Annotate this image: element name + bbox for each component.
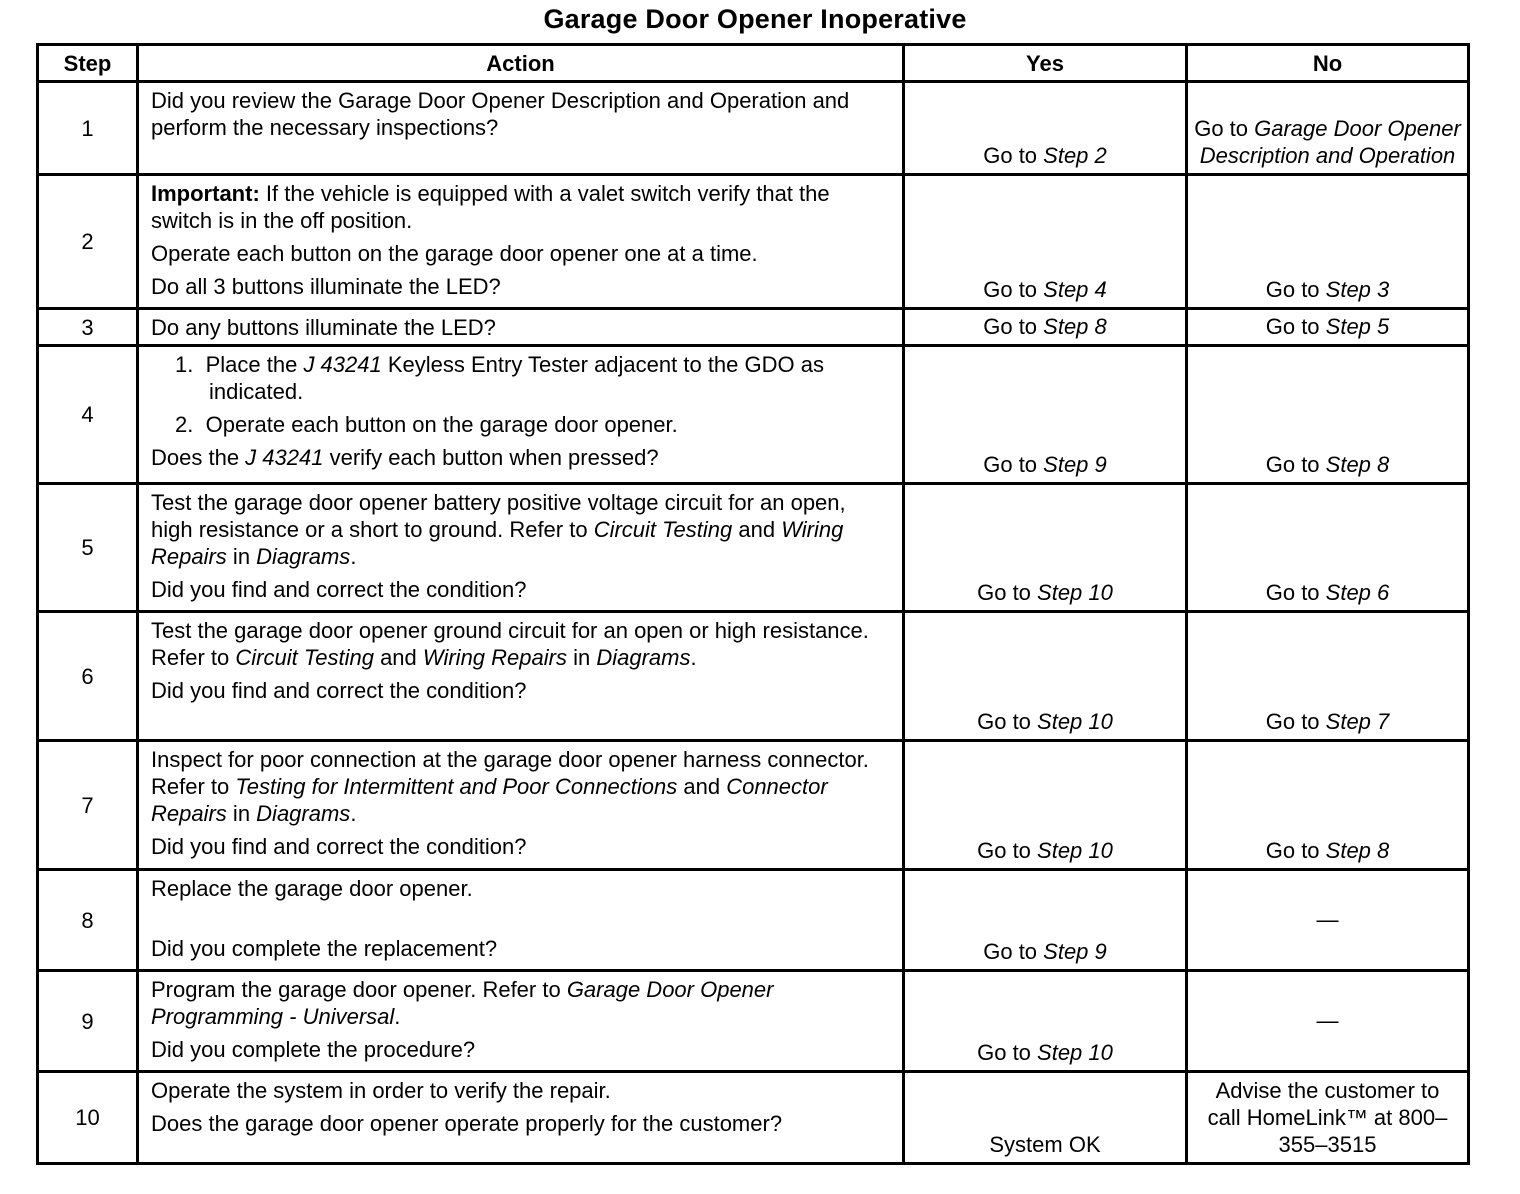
section-reference: Circuit Testing: [235, 645, 374, 670]
action-cell: [138, 346, 904, 484]
no-cell: Go to Step 6: [1187, 484, 1469, 612]
yes-cell: System OK: [904, 1072, 1187, 1164]
section-reference: Garage Door Opener Description and Operation: [1199, 116, 1461, 168]
step-number: 7: [38, 741, 138, 870]
column-header-yes: Yes: [904, 45, 1187, 82]
action-text: Test the garage door opener battery positive voltage circuit for an open, high resistance or a short to ground. Refer to Circuit Testing and Wiring Repairs in Diagrams.: [151, 490, 846, 569]
step-reference: Step 8: [1325, 452, 1390, 477]
table-row: [38, 484, 1469, 612]
step-reference: Step 5: [1325, 314, 1390, 339]
action-cell: [138, 1072, 904, 1164]
diagnostic-table: [36, 43, 1470, 1165]
step-number: 9: [38, 971, 138, 1072]
section-reference: Circuit Testing: [593, 517, 733, 542]
step-reference: Step 9: [1043, 452, 1107, 477]
action-text: Did you review the Garage Door Opener Description and Operation and perform the necessary inspections?: [151, 88, 850, 140]
step-reference: Step 10: [1037, 1040, 1113, 1065]
table-row: [38, 870, 1469, 971]
no-cell: Go to Step 8: [1187, 741, 1469, 870]
table-row: [38, 82, 1469, 175]
section-reference: Diagrams: [256, 544, 351, 569]
action-question: Did you find and correct the condition?: [151, 678, 527, 703]
column-header-no: No: [1187, 45, 1469, 82]
step-number: 4: [38, 346, 138, 484]
action-question: Do any buttons illuminate the LED?: [151, 314, 496, 340]
step-reference: Step 3: [1325, 277, 1390, 302]
numbered-list-item: 1. Place the J 43241 Keyless Entry Tester adjacent to the GDO as indicated.: [175, 352, 824, 404]
step-number: 10: [38, 1072, 138, 1164]
no-cell: Go to Step 5: [1187, 309, 1469, 346]
column-header-action: Action: [138, 45, 904, 82]
step-number: 5: [38, 484, 138, 612]
step-number: 3: [38, 309, 138, 346]
no-cell: Go to Step 7: [1187, 612, 1469, 741]
action-cell: [138, 870, 904, 971]
action-question: Does the J 43241 verify each button when pressed?: [151, 445, 659, 470]
document-title: Garage Door Opener Inoperative: [543, 4, 967, 34]
yes-cell: Go to Step 8: [904, 309, 1187, 346]
step-reference: Step 10: [1037, 709, 1113, 734]
step-number: 2: [38, 175, 138, 309]
no-cell: Advise the customer to call HomeLink™ at 800–355–3515: [1187, 1072, 1469, 1164]
column-header-step: Step: [38, 45, 138, 82]
no-cell: —: [1187, 870, 1469, 971]
table-header-row: [38, 45, 1469, 82]
action-question: Did you find and correct the condition?: [151, 834, 527, 859]
table-row: [38, 971, 1469, 1072]
action-text: Operate each button on the garage door opener one at a time.: [151, 241, 758, 266]
no-cell: —: [1187, 971, 1469, 1072]
table-row: [38, 346, 1469, 484]
yes-cell: Go to Step 2: [904, 82, 1187, 175]
step-reference: Step 10: [1037, 580, 1113, 605]
yes-cell: Go to Step 10: [904, 741, 1187, 870]
action-cell: [138, 741, 904, 870]
yes-cell: Go to Step 9: [904, 870, 1187, 971]
section-reference: Wiring Repairs: [422, 645, 567, 670]
action-text: Test the garage door opener ground circuit for an open or high resistance. Refer to Circuit Testing and Wiring Repairs in Diagrams.: [151, 618, 869, 670]
section-reference: Garage Door Opener Programming - Universal: [151, 977, 774, 1029]
yes-cell: Go to Step 10: [904, 484, 1187, 612]
action-question: Does the garage door opener operate properly for the customer?: [151, 1111, 783, 1136]
step-reference: Step 8: [1043, 314, 1107, 339]
action-cell: [138, 175, 904, 309]
step-reference: Step 2: [1043, 143, 1107, 168]
yes-cell: Go to Step 9: [904, 346, 1187, 484]
tool-reference: J 43241: [303, 352, 382, 377]
step-reference: Step 10: [1037, 838, 1113, 863]
step-reference: Step 9: [1043, 939, 1107, 964]
table-row: [38, 612, 1469, 741]
no-cell: Go to Garage Door Opener Description and Operation: [1187, 82, 1469, 175]
action-cell: [138, 82, 904, 175]
numbered-list-item: 2. Operate each button on the garage door opener.: [175, 412, 678, 437]
action-text: Program the garage door opener. Refer to Garage Door Opener Programming - Universal.: [151, 977, 774, 1029]
action-cell: [138, 484, 904, 612]
step-reference: Step 8: [1325, 838, 1390, 863]
action-text: Replace the garage door opener.: [151, 876, 473, 901]
section-reference: Diagrams: [256, 801, 351, 826]
action-question: Do all 3 buttons illuminate the LED?: [151, 274, 501, 299]
step-number: 1: [38, 82, 138, 175]
action-question: Did you complete the replacement?: [151, 936, 498, 961]
action-cell: [138, 612, 904, 741]
step-reference: Step 7: [1325, 709, 1390, 734]
step-number: 6: [38, 612, 138, 741]
section-reference: Diagrams: [596, 645, 691, 670]
no-cell: Go to Step 8: [1187, 346, 1469, 484]
action-text: Inspect for poor connection at the garage door opener harness connector. Refer to Testing for Intermittent and Poor Connections and Connector Repairs in Diagrams.: [151, 747, 869, 826]
action-cell: [138, 309, 904, 346]
action-text: Operate the system in order to verify the repair.: [151, 1078, 611, 1103]
step-reference: Step 4: [1043, 277, 1107, 302]
tool-reference: J 43241: [245, 445, 324, 470]
important-note: Important: If the vehicle is equipped with a valet switch verify that the switch is in the off position.: [151, 181, 830, 233]
action-question: Did you complete the procedure?: [151, 1037, 476, 1062]
yes-cell: Go to Step 10: [904, 971, 1187, 1072]
spacer: [151, 908, 890, 935]
action-cell: [138, 971, 904, 1072]
table-row: [38, 741, 1469, 870]
step-reference: Step 6: [1325, 580, 1390, 605]
section-reference: Wiring Repairs: [151, 517, 844, 569]
table-row: [38, 175, 1469, 309]
table-row: [38, 309, 1469, 346]
yes-cell: Go to Step 10: [904, 612, 1187, 741]
no-cell: Go to Step 3: [1187, 175, 1469, 309]
table-row: [38, 1072, 1469, 1164]
yes-cell: Go to Step 4: [904, 175, 1187, 309]
section-reference: Connector Repairs: [151, 774, 828, 826]
section-reference: Testing for Intermittent and Poor Connections: [235, 774, 678, 799]
step-number: 8: [38, 870, 138, 971]
action-question: Did you find and correct the condition?: [151, 577, 527, 602]
